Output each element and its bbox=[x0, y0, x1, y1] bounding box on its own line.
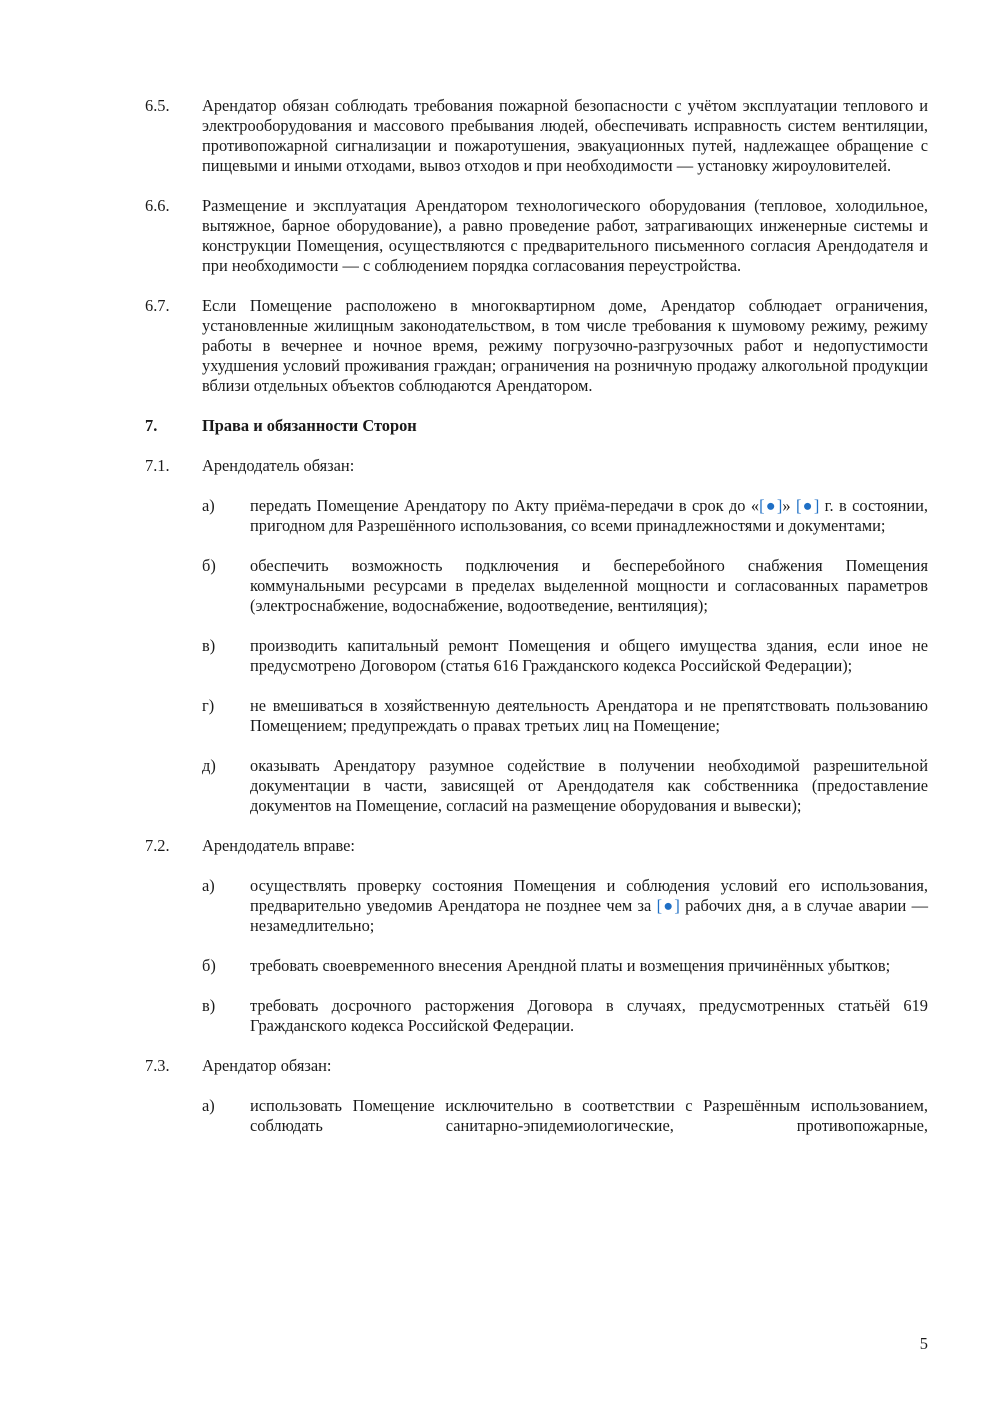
clause-number: 6.5. bbox=[145, 96, 170, 115]
clause-intro: Арендатор обязан: bbox=[202, 1056, 332, 1075]
subitem-7-1-d bbox=[202, 756, 928, 816]
clause-6-5 bbox=[145, 96, 928, 176]
clause-text: Если Помещение расположено в многоквартирном доме, Арендатор соблюдает ограничения, установленные жилищным законодательством, в том числе требования к шумовому режиму, режиму работы в вечернее и ночное время, режиму погрузочно-разгрузочных работ и недопустимости ухудшения условий проживания граждан; ограничения на розничную продажу алкогольной продукции вблизи отдельных объектов соблюдаются Арендатором. bbox=[202, 296, 928, 395]
placeholder-days: [●] bbox=[656, 896, 680, 915]
subitem-7-3-a bbox=[202, 1096, 928, 1136]
clause-number: 6.6. bbox=[145, 196, 170, 215]
subitem-7-1-b bbox=[202, 556, 928, 616]
subitem-text: требовать своевременного внесения Арендной платы и возмещения причинённых убытков; bbox=[250, 956, 891, 975]
clause-7-3 bbox=[145, 1056, 928, 1076]
subitem-text: осуществлять проверку состояния Помещения и соблюдения условий его использования, предварительно уведомив Арендатора не позднее чем за [●] рабочих дня, а в случае аварии — незамедлительно; bbox=[250, 876, 928, 935]
clause-number: 6.7. bbox=[145, 296, 170, 315]
subitem-letter: б) bbox=[202, 956, 216, 975]
subitem-letter: а) bbox=[202, 496, 215, 515]
clause-number: 7.2. bbox=[145, 836, 170, 855]
page-number: 5 bbox=[919, 1334, 928, 1353]
clause-6-7 bbox=[145, 296, 928, 396]
subitem-letter: в) bbox=[202, 636, 216, 655]
placeholder-day: [●] bbox=[759, 496, 783, 515]
subitem-7-1-g bbox=[202, 696, 928, 736]
clause-6-6 bbox=[145, 196, 928, 276]
placeholder-month: [●] bbox=[795, 496, 820, 515]
subitem-letter: г) bbox=[202, 696, 215, 715]
document-body bbox=[145, 96, 928, 1136]
subitem-7-2-v bbox=[202, 996, 928, 1036]
subitem-letter: д) bbox=[202, 756, 216, 775]
subitem-text: оказывать Арендатору разумное содействие в получении необходимой разрешительной документации в части, зависящей от Арендодателя как собственника (предоставление документов на Помещение, согласий на размещение оборудования и вывески); bbox=[250, 756, 928, 815]
clause-number: 7.3. bbox=[145, 1056, 170, 1075]
subitem-text: требовать досрочного расторжения Договора в случаях, предусмотренных статьёй 619 Гражданского кодекса Российской Федерации. bbox=[250, 996, 928, 1035]
subitem-letter: б) bbox=[202, 556, 216, 575]
subitem-text: не вмешиваться в хозяйственную деятельность Арендатора и не препятствовать пользованию Помещением; предупреждать о правах третьих лиц на Помещение; bbox=[250, 696, 928, 735]
section-heading-7 bbox=[145, 416, 928, 436]
subitem-letter: а) bbox=[202, 1096, 215, 1115]
clause-text: Арендатор обязан соблюдать требования пожарной безопасности с учётом эксплуатации теплового и электрооборудования и массового пребывания людей, обеспечивать исправность систем вентиляции, противопожарной сигнализации и пожаротушения, эвакуационных путей, надлежащее обращение с пищевыми и иными отходами, вывоз отходов и при необходимости — установку жироуловителей. bbox=[202, 96, 928, 175]
clause-intro: Арендодатель обязан: bbox=[202, 456, 355, 475]
clause-intro: Арендодатель вправе: bbox=[202, 836, 355, 855]
clause-7-2 bbox=[145, 836, 928, 856]
subitem-text: использовать Помещение исключительно в соответствии с Разрешённым использованием, соблюдать санитарно-эпидемиологические, противопожарные, bbox=[250, 1096, 928, 1135]
subitem-7-1-v bbox=[202, 636, 928, 676]
section-title: Права и обязанности Сторон bbox=[202, 416, 417, 435]
section-number: 7. bbox=[145, 416, 158, 435]
subitem-letter: а) bbox=[202, 876, 215, 895]
subitem-text: производить капитальный ремонт Помещения и общего имущества здания, если иное не предусмотрено Договором (статья 616 Гражданского кодекса Российской Федерации); bbox=[250, 636, 928, 675]
subitem-7-2-b bbox=[202, 956, 928, 976]
subitem-7-2-a bbox=[202, 876, 928, 936]
subitem-7-1-a bbox=[202, 496, 928, 536]
clause-number: 7.1. bbox=[145, 456, 170, 475]
clause-text: Размещение и эксплуатация Арендатором технологического оборудования (тепловое, холодильное, вытяжное, барное оборудование), а равно проведение работ, затрагивающих инженерные системы и конструкции Помещения, осуществляются с предварительного письменного согласия Арендодателя и при необходимости — с соблюдением порядка согласования переустройства. bbox=[202, 196, 928, 275]
subitem-text: обеспечить возможность подключения и бесперебойного снабжения Помещения коммунальными ресурсами в пределах выделенной мощности и согласованных параметров (электроснабжение, водоснабжение, водоотведение, вентиляция); bbox=[250, 556, 928, 615]
clause-7-1 bbox=[145, 456, 928, 476]
subitem-letter: в) bbox=[202, 996, 216, 1015]
subitem-text: передать Помещение Арендатору по Акту приёма-передачи в срок до «[●]» [●] г. в состоянии, пригодном для Разрешённого использования, со всеми принадлежностями и документами; bbox=[250, 496, 929, 535]
